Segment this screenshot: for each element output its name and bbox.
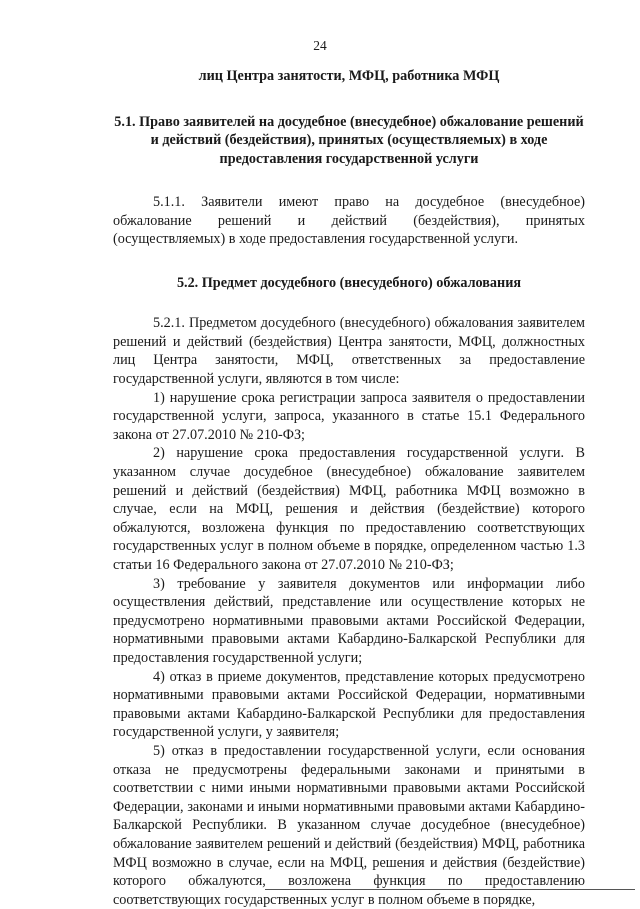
- section-5-1-paragraph: 5.1.1. Заявители имеют право на досудебное (внесудебное) обжалование решений и действий (бездействия), принятых (осуществляемых) в ходе предоставления государственной услуги.: [113, 194, 585, 248]
- footer-divider: [265, 889, 635, 890]
- section-5-2-heading: 5.2. Предмет досудебного (внесудебного) обжалования: [176, 274, 522, 291]
- continued-heading: лиц Центра занятости, МФЦ, работника МФЦ: [198, 68, 500, 84]
- section-5-1-heading: 5.1. Право заявителей на досудебное (внесудебное) обжалование решений и действий (бездействия), принятых (осуществляемых) в ходе предоставления государственной услуги: [114, 113, 584, 167]
- list-item: 3) требование у заявителя документов или информации либо осуществления действий, представление или осуществление которых не предусмотрено нормативными правовыми актами Российской Федерации, нормативными правовыми актами Кабардино-Балкарской Республики для предоставления государственной услуги;: [113, 575, 585, 666]
- list-item: 2) нарушение срока предоставления государственной услуги. В указанном случае досудебное (внесудебное) обжалование заявителем решений и действий (бездействия) МФЦ, работника МФЦ возможно в случае, если на МФЦ, решения и действия (бездействие) которого обжалуются, возложена функция по предоставлению соответствующих государственных услуг в полном объеме в порядке, определенном частью 1.3 статьи 16 Федерального закона от 27.07.2010 № 210-ФЗ;: [113, 445, 585, 573]
- page-number: 24: [313, 38, 327, 53]
- list-item: 4) отказ в приеме документов, представление которых предусмотрено нормативными правовыми актами Российской Федерации, нормативными правовыми актами Кабардино-Балкарской Республики для предоставления государственной услуги, у заявителя;: [113, 668, 585, 741]
- list-item: 5) отказ в предоставлении государственной услуги, если основания отказа не предусмотрены федеральными законами и принятыми в соответствии с ними иными нормативными правовыми актами Российской Федерации, законами и иными нормативными правовыми актами Кабардино-Балкарской Республики. В указанном случае досудебное (внесудебное) обжалование заявителем решений и действий (бездействия) МФЦ, работника МФЦ возможно в случае, если на МФЦ, решения и действия (бездействие) которого обжалуются, возложена функция по предоставлению соответствующих государственных услуг в полном объеме в порядке,: [113, 742, 585, 908]
- section-5-2-intro: 5.2.1. Предметом досудебного (внесудебного) обжалования заявителем решений и действий (бездействия) Центра занятости, МФЦ, должностных лиц Центра занятости, МФЦ, ответственных за предоставление государственной услуги, являются в том числе:: [113, 315, 585, 388]
- page-content: [113, 67, 585, 909]
- list-item: 1) нарушение срока регистрации запроса заявителя о предоставлении государственной услуги, запроса, указанного в статье 15.1 Федерального закона от 27.07.2010 № 210-ФЗ;: [113, 389, 585, 443]
